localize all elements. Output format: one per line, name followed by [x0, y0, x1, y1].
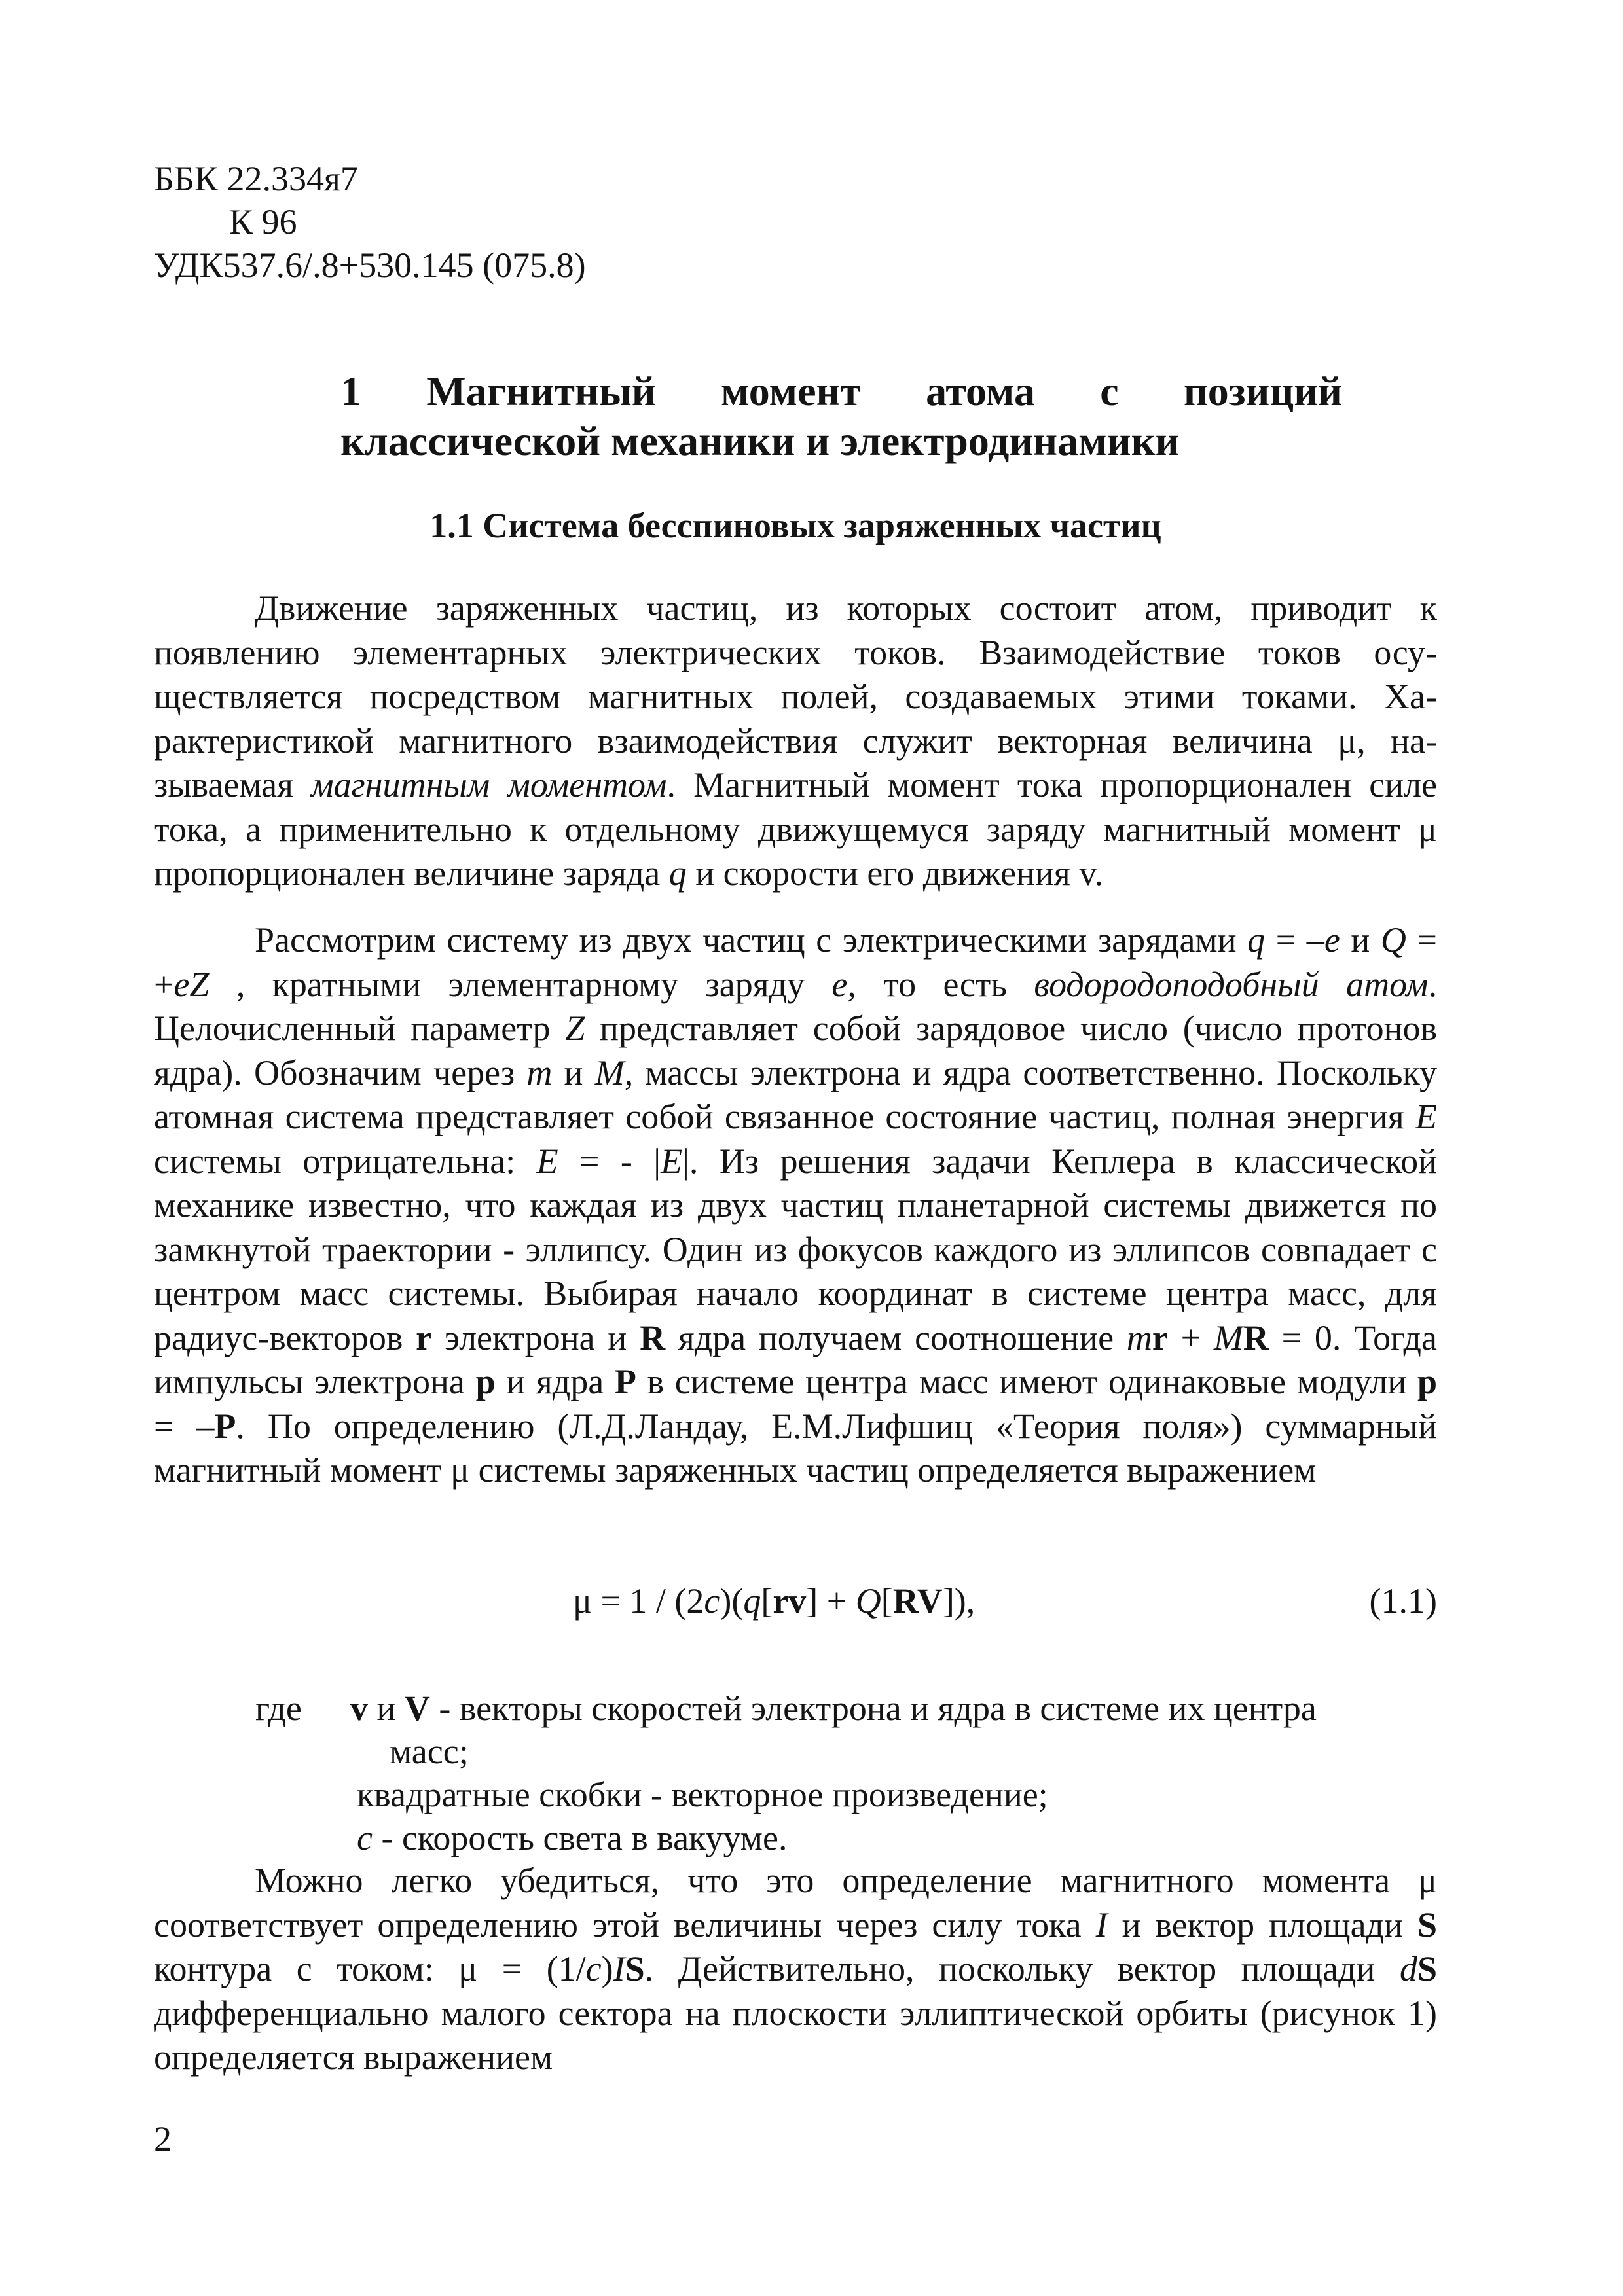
- section-title: 1.1 Система бесспиновых заряженных частиц: [429, 506, 1161, 545]
- chapter-word: Магнитный: [426, 368, 656, 414]
- paragraph-2: Рассмотрим систему из двух частиц с электрическими зарядами q = –e и Q = +eZ , кратными элементарному заряду e, то есть водородоподобный атом. Целочисленный параметр Z представляет собой зарядовое число (число протонов ядра). Обозначим через m и M, массы электрона и ядра соответственно. Поскольку атомная система представляет собой связанное состояние частиц, полная энергия E системы отрицательна: E = - |E|. Из решения задачи Кеплера в классической механике известно, что каждая из двух частиц планетарной системы движется по замкнутой траектории - эллипсу. Один из фокусов каждого из эллипсов совпадает с центром масс системы. Выбирая начало координат в системе центра масс, для радиус-векторов r электрона и R ядра получаем соотношение mr + MR = 0. Тогда импульсы электрона p и ядра P в системе центра масс имеют одинаковые модули p = –P. По определению (Л.Д.Ландау, Е.М.Лифшиц «Теория поля») суммарный магнитный момент μ системы заряженных частиц определяется выражением: [154, 920, 1438, 1490]
- paragraph-3: Можно легко убедиться, что это определение магнитного момента μ соответствует определению этой величины через силу тока I и вектор площади S контура с током: μ = (1/c)IS. Действительно, поскольку вектор площади dS дифференциально малого сектора на плоскости эллиптической орбиты (рисунок 1) определяется выражением: [154, 1861, 1437, 2077]
- udk-code: УДК537.6/.8+530.145 (075.8): [154, 245, 586, 285]
- paragraph-1: Движение заряженных частиц, из которых состоит атом, приводит к появлению элементарных электрических токов. Взаимодействие токов осуществляется посредством магнитных полей, создаваемых этими токами. Характеристикой магнитного взаимодействия служит векторная величина μ, называемая магнитным моментом. Магнитный момент тока пропорционален силе тока, а применительно к отдельному движущемуся заряду магнитный момент μ пропорционален величине заряда q и скорости его движения v.: [154, 588, 1438, 893]
- author-mark: К 96: [229, 202, 297, 242]
- chapter-heading-line1: [340, 367, 1342, 416]
- where-line-velocities: v и V - векторы скоростей электрона и ядра в системе их центра: [350, 1689, 1317, 1728]
- where-line-light-speed: c - скорость света в вакууме.: [357, 1818, 788, 1857]
- chapter-word: с: [1100, 368, 1119, 414]
- chapter-word: позиций: [1183, 368, 1342, 414]
- chapter-number: 1: [340, 368, 361, 414]
- equation-number: (1.1): [1369, 1581, 1437, 1621]
- equation-formula: μ = 1 / (2c)(q[rv] + Q[RV]),: [573, 1581, 976, 1621]
- chapter-heading-line2: классической механики и электродинамики: [340, 418, 1180, 464]
- page-number: 2: [154, 2119, 172, 2159]
- where-line-brackets: квадратные скобки - векторное произведение;: [357, 1775, 1048, 1814]
- where-word: где: [255, 1689, 302, 1728]
- chapter-word: момент: [720, 368, 861, 414]
- chapter-heading: [340, 367, 1342, 466]
- chapter-word: атома: [926, 368, 1035, 414]
- bbk-code: ББК 22.334я7: [154, 159, 358, 198]
- where-line-velocities-cont: масс;: [390, 1732, 469, 1771]
